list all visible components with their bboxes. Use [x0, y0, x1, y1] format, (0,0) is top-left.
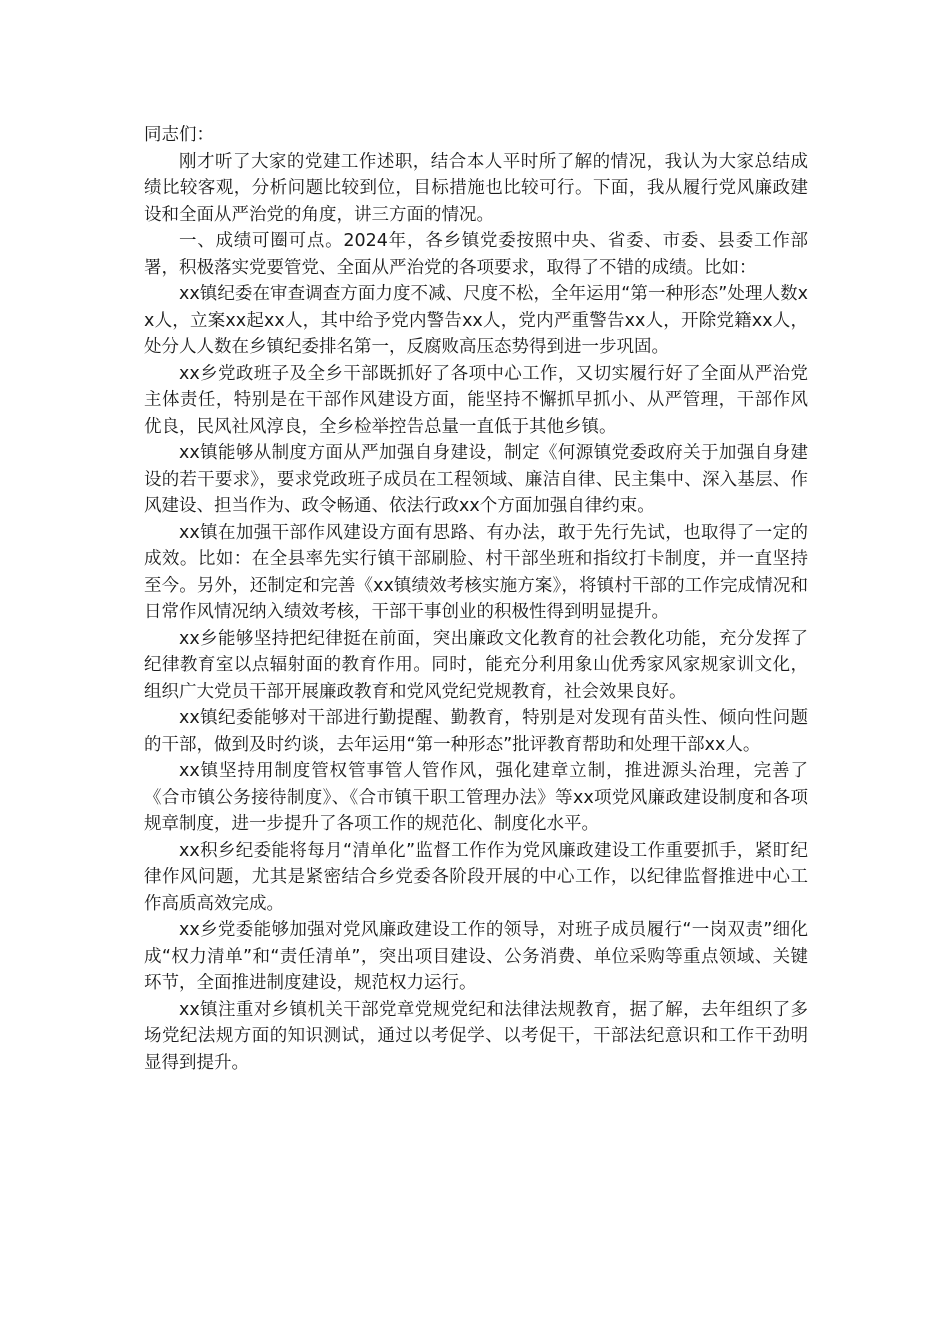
paragraph-item: xx镇纪委能够对干部进行勤提醒、勤教育，特别是对发现有苗头性、倾向性问题的干部，做到及时约谈，去年运用“第一种形态”批评教育帮助和处理干部xx人。 — [144, 708, 808, 755]
paragraph-section-heading: 一、成绩可圈可点。2024年，各乡镇党委按照中央、省委、市委、县委工作部署，积极落实党要管党、全面从严治党的各项要求，取得了不错的成绩。比如： — [144, 231, 808, 278]
paragraph-item: xx乡党政班子及全乡干部既抓好了各项中心工作，又切实履行好了全面从严治党主体责任，特别是在干部作风建设方面，能坚持不懈抓早抓小、从严管理，干部作风优良，民风社风淳良，全乡检举控告总量一直低于其他乡镇。 — [144, 363, 808, 437]
salutation: 同志们： — [144, 125, 214, 145]
document-body — [144, 122, 808, 1076]
paragraph-intro: 刚才听了大家的党建工作述职，结合本人平时所了解的情况，我认为大家总结成绩比较客观，分析问题比较到位，目标措施也比较可行。下面，我从履行党风廉政建设和全面从严治党的角度，讲三方面的情况。 — [144, 151, 808, 225]
paragraph-item: xx乡能够坚持把纪律挺在前面，突出廉政文化教育的社会教化功能，充分发挥了纪律教育室以点辐射面的教育作用。同时，能充分利用象山优秀家风家规家训文化，组织广大党员干部开展廉政教育和党风党纪党规教育，社会效果良好。 — [144, 628, 808, 702]
paragraph-item: xx乡党委能够加强对党风廉政建设工作的领导，对班子成员履行“一岗双责”细化成“权力清单”和“责任清单”，突出项目建设、公务消费、单位采购等重点领域、关键环节，全面推进制度建设，规范权力运行。 — [144, 920, 808, 993]
paragraph-item: xx镇纪委在审查调查方面力度不减、尺度不松，全年运用“第一种形态”处理人数xx人，立案xx起xx人，其中给予党内警告xx人，党内严重警告xx人，开除党籍xx人，处分人人数在乡镇纪委排名第一，反腐败高压态势得到进一步巩固。 — [144, 284, 808, 357]
paragraph-item: xx镇能够从制度方面从严加强自身建设，制定《何源镇党委政府关于加强自身建设的若干要求》，要求党政班子成员在工程领域、廉洁自律、民主集中、深入基层、作风建设、担当作为、政令畅通、依法行政xx个方面加强自律约束。 — [144, 443, 808, 516]
paragraph-item: xx镇坚持用制度管权管事管人管作风，强化建章立制，推进源头治理，完善了《合市镇公务接待制度》、《合市镇干职工管理办法》等xx项党风廉政建设制度和各项规章制度，进一步提升了各项工作的规范化、制度化水平。 — [144, 761, 808, 834]
paragraph-item: xx积乡纪委能将每月“清单化”监督工作作为党风廉政建设工作重要抓手，紧盯纪律作风问题，尤其是紧密结合乡党委各阶段开展的中心工作，以纪律监督推进中心工作高质高效完成。 — [144, 840, 808, 914]
paragraph-item: xx镇注重对乡镇机关干部党章党规党纪和法律法规教育，据了解，去年组织了多场党纪法规方面的知识测试，通过以考促学、以考促干，干部法纪意识和工作干劲明显得到提升。 — [144, 999, 808, 1073]
paragraph-item: xx镇在加强干部作风建设方面有思路、有办法，敢于先行先试，也取得了一定的成效。比如：在全县率先实行镇干部刷脸、村干部坐班和指纹打卡制度，并一直坚持至今。另外，还制定和完善《xx镇绩效考核实施方案》，将镇村干部的工作完成情况和日常作风情况纳入绩效考核，干部干事创业的积极性得到明显提升。 — [144, 522, 808, 622]
